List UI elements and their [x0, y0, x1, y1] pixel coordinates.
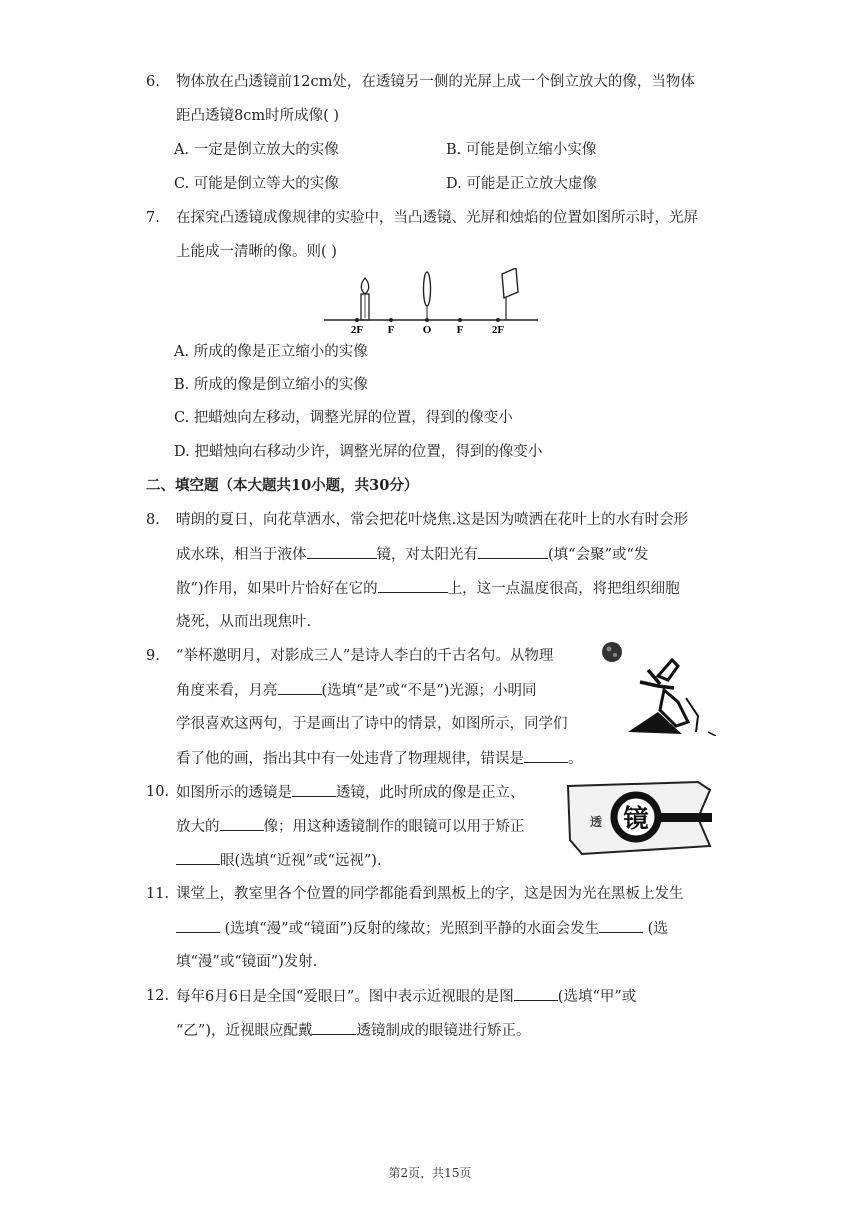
q12-number: 12. — [146, 988, 170, 1004]
lens-icon — [424, 272, 431, 306]
q10-line1 — [176, 782, 525, 803]
q6-stem-line2: 距凸透镜8cm时所成像( ) — [176, 108, 340, 124]
q12-line1 — [176, 986, 636, 1007]
q10-blank-3[interactable] — [176, 850, 220, 865]
q11-blank-2[interactable] — [599, 918, 643, 933]
label-2f-left: 2F — [350, 324, 364, 334]
q12-text: “乙”)，近视眼应配戴 — [176, 1023, 313, 1039]
q7-number: 7. — [146, 210, 160, 226]
q10-text: 如图所示的透镜是 — [176, 785, 292, 801]
q8-line4: 烧死，从而出现焦叶. — [176, 614, 312, 630]
q9-number: 9. — [146, 648, 160, 664]
q8-line3 — [176, 578, 680, 599]
q8-text: 成水珠，相当于液体 — [176, 547, 307, 563]
q9-text: 。 — [568, 751, 583, 767]
q6-option-d: D. 可能是正立放大虚像 — [446, 176, 597, 192]
candle-icon — [361, 278, 369, 320]
q6-option-a: A. 一定是倒立放大的实像 — [174, 142, 339, 158]
q6-option-c: C. 可能是倒立等大的实像 — [174, 176, 339, 192]
q8-text: 镜，对太阳光有 — [376, 547, 478, 563]
q9-line2 — [176, 680, 536, 701]
q12-text: 每年6月6日是全国“爱眼日”。图中表示近视眼的是图 — [176, 989, 514, 1005]
q7-option-c: C. 把蜡烛向左移动，调整光屏的位置，得到的像变小 — [174, 410, 513, 426]
q9-text: 看了他的画，指出其中有一处违背了物理规律，错误是 — [176, 751, 524, 767]
q11-line2 — [176, 918, 668, 939]
q6-stem-line1: 物体放在凸透镜前12cm处，在透镜另一侧的光屏上成一个倒立放大的像，当物体 — [176, 74, 695, 90]
q10-blank-1[interactable] — [292, 782, 336, 797]
q11-line3: 填“漫”或“镜面”)发射. — [176, 954, 318, 970]
q10-text: 眼(选填“近视”或“远视”). — [220, 853, 382, 869]
small-character: 透 — [590, 815, 603, 829]
q6-number: 6. — [146, 74, 160, 90]
q10-line3 — [176, 850, 382, 871]
q9-line3: 学很喜欢这两句，于是画出了诗中的情景，如图所示，同学们 — [176, 716, 568, 732]
q12-line2 — [176, 1020, 530, 1041]
q10-blank-2[interactable] — [220, 816, 264, 831]
optical-bench-figure — [320, 268, 542, 334]
q8-blank-3[interactable] — [378, 578, 448, 593]
q7-option-b: B. 所成的像是倒立缩小的实像 — [174, 377, 368, 393]
q8-text: 散”)作用，如果叶片恰好在它的 — [176, 581, 378, 597]
q8-text: 上，这一点温度很高，将把组织细胞 — [447, 581, 680, 597]
label-f-right: F — [456, 324, 464, 334]
q9-line4 — [176, 748, 583, 769]
q8-number: 8. — [146, 512, 160, 528]
q6-option-b: B. 可能是倒立缩小实像 — [446, 142, 597, 158]
q9-text: (选填“是”或“不是”)光源；小明同 — [321, 683, 537, 699]
q10-text: 像；用这种透镜制作的眼镜可以用于矫正 — [263, 819, 525, 835]
q9-line1: “举杯邀明月，对影成三人”是诗人李白的千古名句。从物理 — [176, 648, 554, 664]
q9-text: 角度来看，月亮 — [176, 683, 278, 699]
label-2f-right: 2F — [491, 324, 505, 334]
q8-line2 — [176, 544, 648, 565]
magnifier-figure — [560, 776, 720, 858]
screen-icon — [502, 268, 518, 320]
q8-blank-1[interactable] — [307, 544, 377, 559]
q9-blank-2[interactable] — [524, 748, 568, 763]
q10-number: 10. — [146, 784, 170, 800]
q8-text: (填“会聚”或“发 — [548, 547, 649, 563]
moon-drinking-figure — [598, 636, 716, 736]
q12-blank-2[interactable] — [312, 1020, 356, 1035]
label-f-left: F — [387, 324, 395, 334]
q9-blank-1[interactable] — [278, 680, 322, 695]
q11-line1: 课堂上，教室里各个位置的同学都能看到黑板上的字，这是因为光在黑板上发生 — [176, 886, 684, 902]
q11-blank-1[interactable] — [176, 918, 220, 933]
q7-option-a: A. 所成的像是正立缩小的实像 — [174, 344, 368, 360]
q8-line1: 晴朗的夏日，向花草洒水，常会把花叶烧焦.这是因为喷洒在花叶上的水有时会形 — [176, 512, 689, 528]
q8-blank-2[interactable] — [478, 544, 548, 559]
magnified-character: 镜 — [623, 804, 649, 833]
q7-stem-line2: 上能成一清晰的像。则( ) — [176, 244, 337, 260]
poet-icon — [628, 660, 716, 736]
q12-blank-1[interactable] — [514, 986, 558, 1001]
label-o: O — [422, 324, 432, 334]
q11-text: (选填“漫”或“镜面”)反射的缘故；光照到平静的水面会发生 — [220, 921, 600, 937]
q10-text: 透镜，此时所成的像是正立、 — [336, 785, 525, 801]
q12-text: (选填“甲”或 — [557, 989, 637, 1005]
q7-stem-line1: 在探究凸透镜成像规律的实验中，当凸透镜、光屏和烛焰的位置如图所示时，光屏 — [176, 210, 698, 226]
q11-number: 11. — [146, 886, 170, 902]
q12-text: 透镜制成的眼镜进行矫正。 — [356, 1023, 531, 1039]
q11-text: (选 — [643, 921, 668, 937]
moon-icon — [602, 642, 622, 662]
q10-line2 — [176, 816, 525, 837]
page-footer: 第2页，共15页 — [388, 1166, 472, 1180]
q7-option-d: D. 把蜡烛向右移动少许，调整光屏的位置，得到的像变小 — [174, 444, 543, 460]
section-heading: 二、填空题（本大题共10小题，共30分） — [146, 477, 419, 494]
q10-text: 放大的 — [176, 819, 220, 835]
